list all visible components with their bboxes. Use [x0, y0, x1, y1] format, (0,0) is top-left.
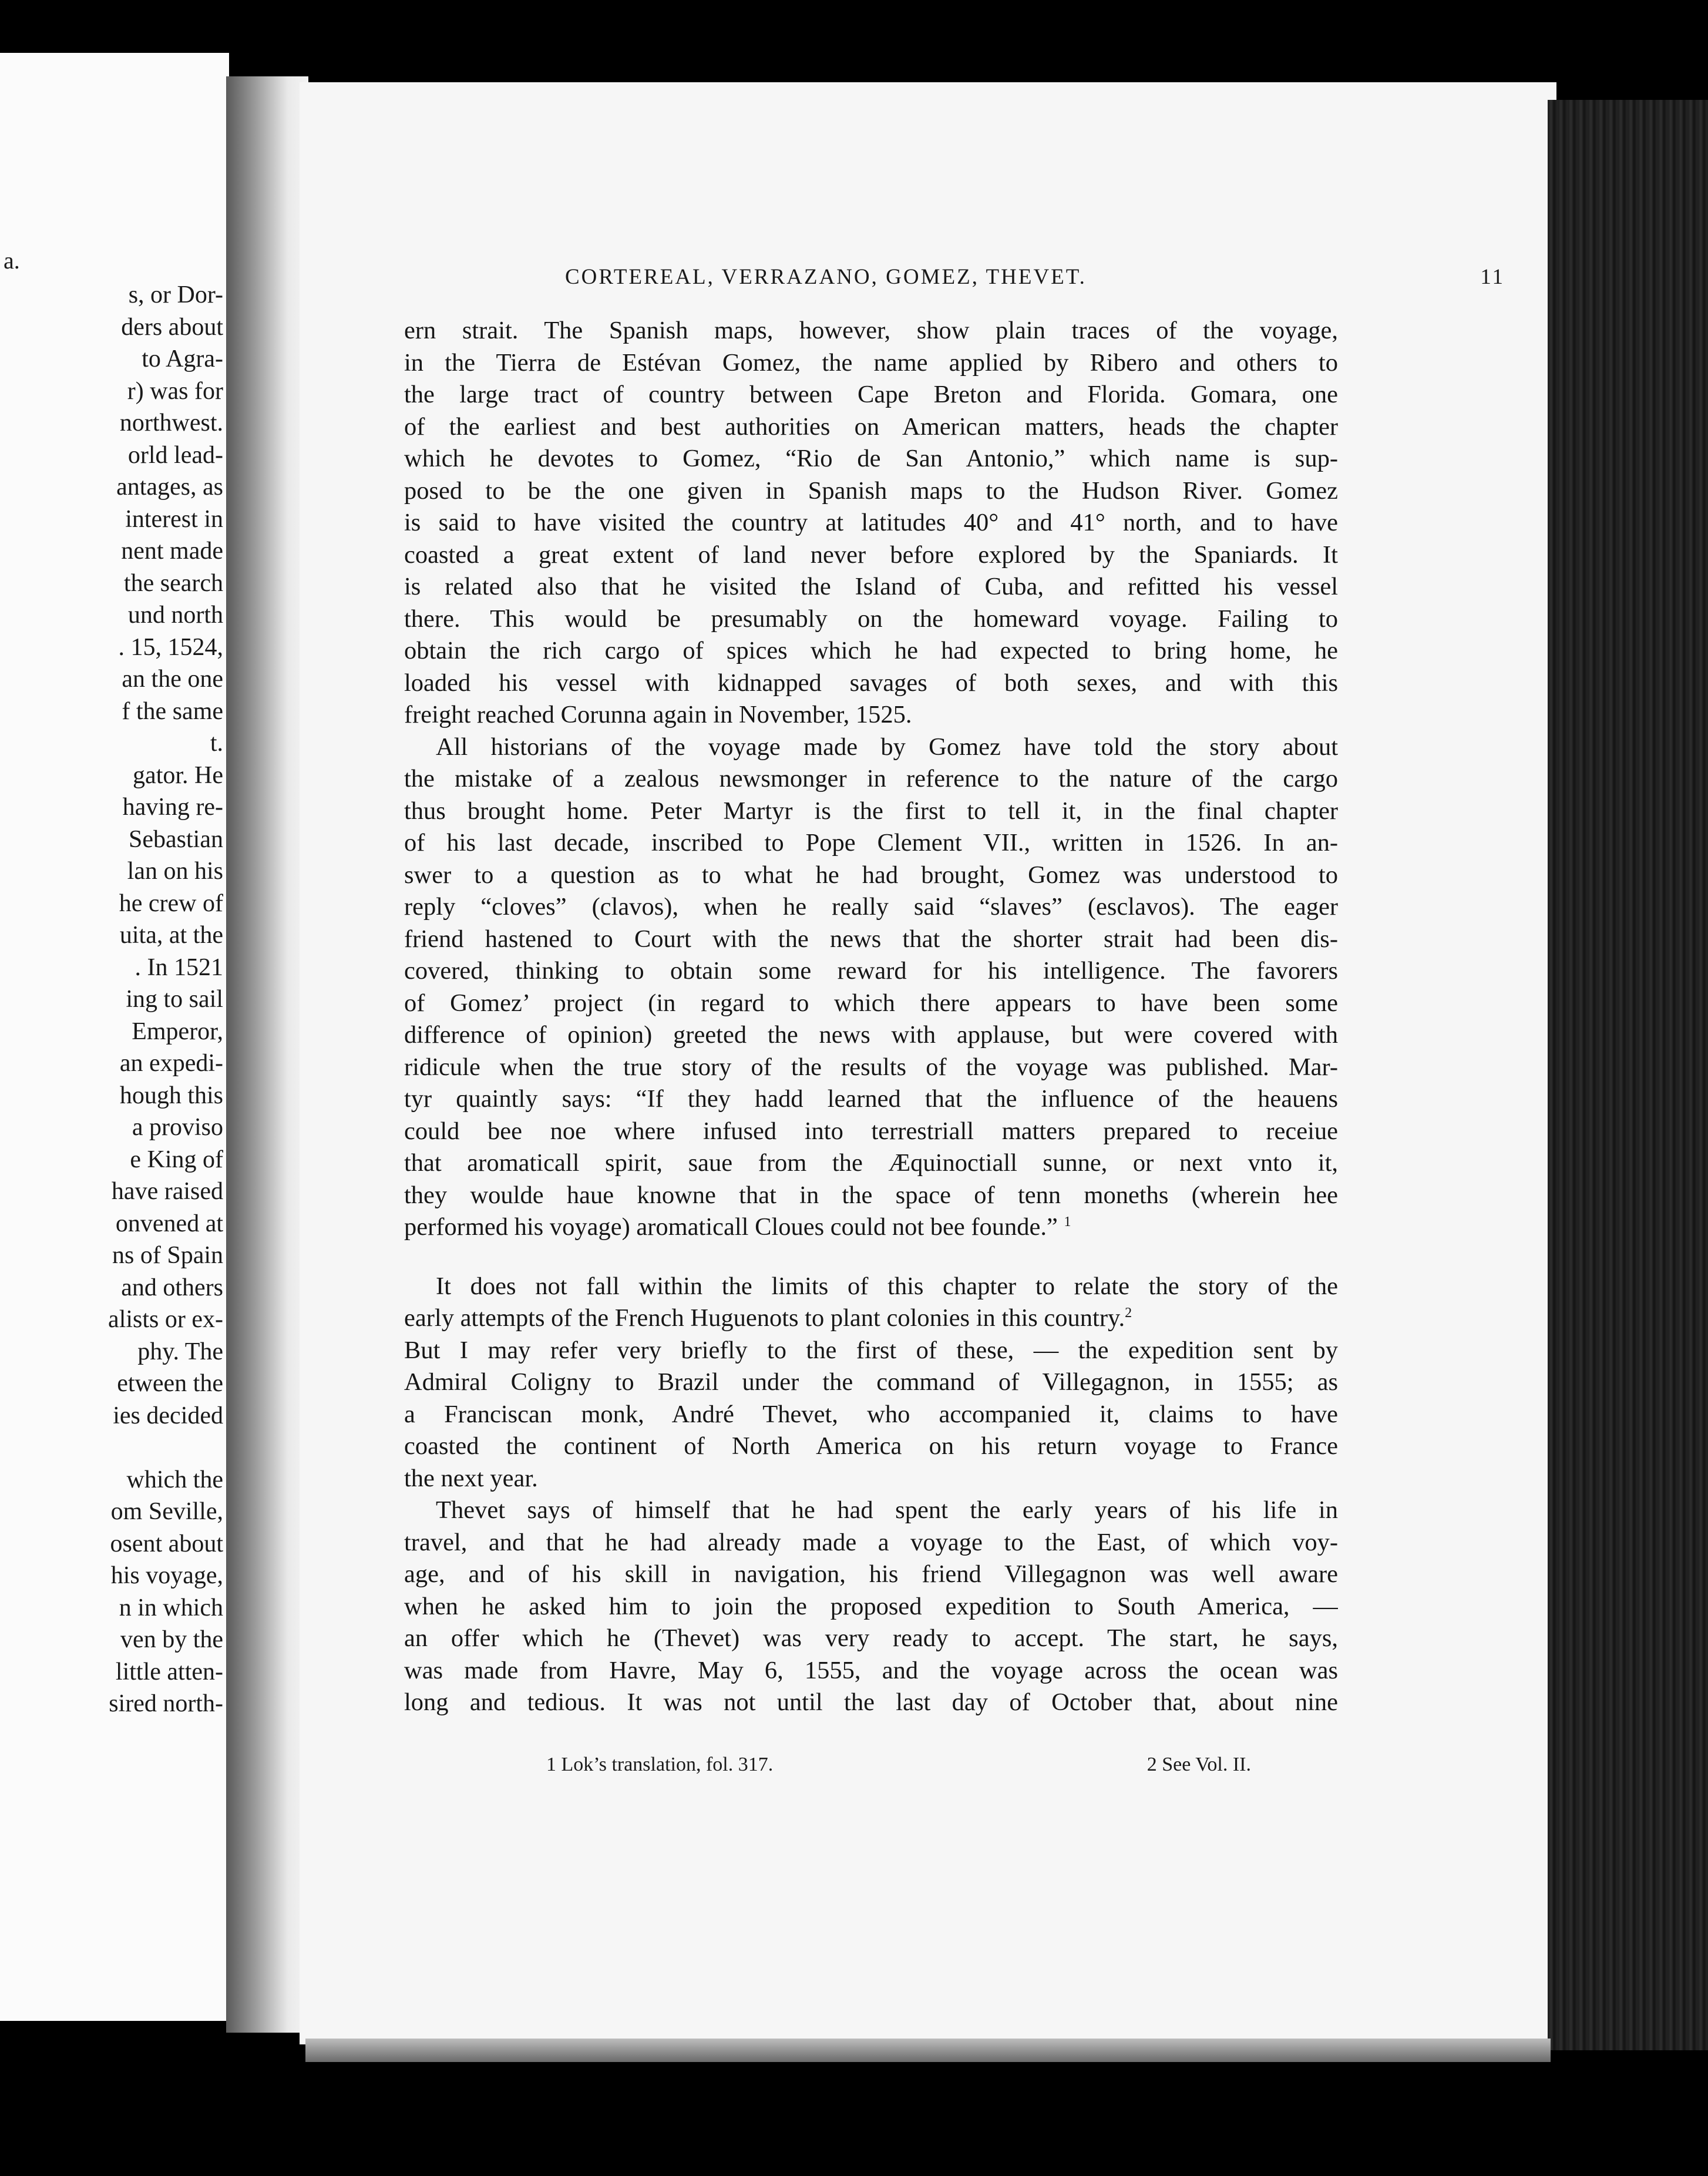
left-page-line: nent made: [121, 538, 223, 565]
left-page-mark: a.: [4, 247, 20, 274]
left-page-line: s, or Dor-: [128, 281, 223, 308]
left-page-line: phy. The: [137, 1338, 223, 1365]
left-page-line: an expedi-: [119, 1050, 223, 1077]
left-page-line: ies decided: [113, 1402, 223, 1429]
text-line: could bee noe where infused into terrestriall matters prepared to receiue: [404, 1117, 1338, 1145]
text-line: when he asked him to join the proposed expedition to South America, —: [404, 1592, 1338, 1620]
left-page-line: n in which: [119, 1594, 223, 1621]
left-page-line: ders about: [121, 313, 223, 341]
text-line: in the Tierra de Estévan Gomez, the name applied by Ribero and others to: [404, 348, 1338, 377]
text-line: [404, 1302, 1338, 1335]
left-page-line: alists or ex-: [108, 1306, 223, 1333]
text-line: difference of opinion) greeted the news with applause, but were covered with: [404, 1021, 1338, 1049]
left-page-line: Emperor,: [132, 1018, 223, 1045]
text-line: But I may refer very briefly to the first of these, — the expedition sent by: [404, 1336, 1338, 1364]
text-line: which he devotes to Gomez, “Rio de San Antonio,” which name is sup-: [404, 445, 1338, 472]
running-head: [565, 264, 1505, 290]
text-line: age, and of his skill in navigation, his friend Villegagnon was well aware: [404, 1560, 1338, 1588]
book-page-edges: [1548, 100, 1708, 2050]
text-line: loaded his vessel with kidnapped savages of both sexes, and with this: [404, 669, 1338, 697]
text-line: covered, thinking to obtain some reward for his intelligence. The favorers: [404, 957, 1338, 985]
text-line: Thevet says of himself that he had spent the early years of his life in: [436, 1496, 1338, 1524]
left-page-line: sired north-: [109, 1690, 223, 1717]
left-page-line: hough this: [119, 1082, 223, 1109]
left-page-line: having re-: [122, 794, 223, 821]
text-line: freight reached Corunna again in November, 1525.: [404, 701, 912, 728]
text-line: coasted a great extent of land never before explored by the Spaniards. It: [404, 540, 1338, 569]
text-line: Admiral Coligny to Brazil under the command of Villegagnon, in 1555; as: [404, 1368, 1338, 1396]
text-line: of his last decade, inscribed to Pope Clement VII., written in 1526. In an-: [404, 829, 1338, 857]
text-line: reply “cloves” (clavos), when he really said “slaves” (esclavos). The eager: [404, 893, 1338, 921]
text-line: that aromaticall spirit, saue from the Æquinoctiall sunne, or next vnto it,: [404, 1149, 1338, 1177]
footnote-ref-2: 2: [1125, 1305, 1132, 1321]
text-line: thus brought home. Peter Martyr is the first to tell it, in the final chapter: [404, 797, 1338, 825]
left-page-line: uita, at the: [119, 922, 223, 949]
book-gutter: [226, 76, 308, 2033]
text-line: travel, and that he had already made a voyage to the East, of which voy-: [404, 1528, 1338, 1556]
left-page-line: und north: [127, 602, 223, 629]
text-line: long and tedious. It was not until the last day of October that, about nine: [404, 1688, 1338, 1716]
left-page-line: he crew of: [119, 889, 223, 917]
text-line: the large tract of country between Cape Breton and Florida. Gomara, one: [404, 381, 1338, 408]
left-page-line: lan on his: [127, 858, 223, 885]
text-line: [404, 1211, 1338, 1244]
footnote-2: 2 See Vol. II.: [1146, 1754, 1251, 1775]
text-line: of the earliest and best authorities on American matters, heads the chapter: [404, 412, 1338, 441]
page-number: 11: [1480, 265, 1505, 289]
left-page-line: his voyage,: [110, 1562, 223, 1589]
text-line: the mistake of a zealous newsmonger in reference to the nature of the cargo: [404, 765, 1338, 793]
text-line: posed to be the one given in Spanish maps to the Hudson River. Gomez: [404, 476, 1338, 505]
left-page-line: have raised: [111, 1178, 223, 1205]
left-page-lines: [0, 279, 229, 1720]
text-line: an offer which he (Thevet) was very ready to accept. The start, he says,: [404, 1624, 1338, 1652]
left-page-line: gator. He: [133, 761, 223, 789]
text-line: tyr quaintly says: “If they hadd learned that the influence of the heauens: [404, 1085, 1338, 1113]
left-page-line: ing to sail: [126, 986, 223, 1013]
left-page-line: om Seville,: [110, 1498, 223, 1525]
right-page: [300, 82, 1556, 2044]
left-page-line: the search: [123, 569, 223, 597]
left-page-line: a proviso: [132, 1114, 223, 1141]
left-page-line: ns of Spain: [112, 1242, 223, 1269]
left-page-line: etween the: [117, 1370, 223, 1397]
text-line: is related also that he visited the Island of Cuba, and refitted his vessel: [404, 573, 1338, 600]
text-line: obtain the rich cargo of spices which he had expected to bring home, he: [404, 637, 1338, 664]
left-page-line: . In 1521: [135, 953, 223, 981]
text-line-content: early attempts of the French Huguenots to plant colonies in this country.: [404, 1304, 1125, 1332]
footnote-1: 1 Lok’s translation, fol. 317.: [546, 1754, 774, 1775]
left-page-line: little atten-: [115, 1658, 223, 1685]
left-page-line: Sebastian: [129, 825, 223, 853]
text-line: of Gomez’ project (in regard to which there appears to have been some: [404, 989, 1338, 1017]
left-page-line: interest in: [125, 505, 223, 533]
text-line: It does not fall within the limits of this chapter to relate the story of the: [436, 1272, 1338, 1300]
text-line: coasted the continent of North America on his return voyage to France: [404, 1432, 1338, 1460]
left-facing-page: [0, 53, 229, 2021]
text-line: is said to have visited the country at latitudes 40° and 41° north, and to have: [404, 509, 1338, 536]
left-page-line: osent about: [110, 1530, 223, 1557]
footnote-ref-1: 1: [1064, 1214, 1071, 1230]
left-page-line: onvened at: [115, 1210, 223, 1237]
left-page-line: orld lead-: [127, 441, 223, 469]
left-page-line: which the: [126, 1466, 223, 1493]
text-line: swer to a question as to what he had brought, Gomez was understood to: [404, 861, 1338, 889]
left-page-line: t.: [210, 730, 223, 757]
left-page-line: to Agra-: [142, 345, 223, 372]
text-line: ridicule when the true story of the results of the voyage was published. Mar-: [404, 1053, 1338, 1081]
left-page-line: f the same: [122, 697, 223, 725]
left-page-line: [0, 1432, 229, 1464]
text-line: a Franciscan monk, André Thevet, who accompanied it, claims to have: [404, 1400, 1338, 1428]
text-line: was made from Havre, May 6, 1555, and the voyage across the ocean was: [404, 1656, 1338, 1684]
text-line: All historians of the voyage made by Gomez have told the story about: [436, 733, 1338, 761]
book-bottom-edge: [305, 2039, 1551, 2062]
text-line: ern strait. The Spanish maps, however, show plain traces of the voyage,: [404, 317, 1338, 344]
left-page-line: antages, as: [116, 474, 223, 501]
left-page-line: and others: [121, 1274, 223, 1301]
text-line: the next year.: [404, 1464, 538, 1492]
body-text: [404, 315, 1338, 1719]
text-line-content: performed his voyage) aromaticall Cloues could not bee founde.”: [404, 1213, 1058, 1241]
text-line: friend hastened to Court with the news that the shorter strait had been dis-: [404, 925, 1338, 953]
text-line: there. This would be presumably on the homeward voyage. Failing to: [404, 605, 1338, 633]
left-page-line: an the one: [122, 666, 223, 693]
left-page-line: . 15, 1524,: [118, 633, 223, 661]
left-page-line: ven by the: [120, 1626, 223, 1653]
left-page-line: e King of: [130, 1146, 223, 1173]
section-gap: [404, 1244, 1338, 1271]
running-head-title: CORTEREAL, VERRAZANO, GOMEZ, THEVET.: [565, 265, 1087, 289]
left-page-line: northwest.: [119, 409, 223, 436]
left-page-line: r) was for: [127, 377, 223, 405]
text-line: they woulde haue knowne that in the space of tenn moneths (wherein hee: [404, 1181, 1338, 1209]
footnotes: [546, 1754, 1251, 1776]
